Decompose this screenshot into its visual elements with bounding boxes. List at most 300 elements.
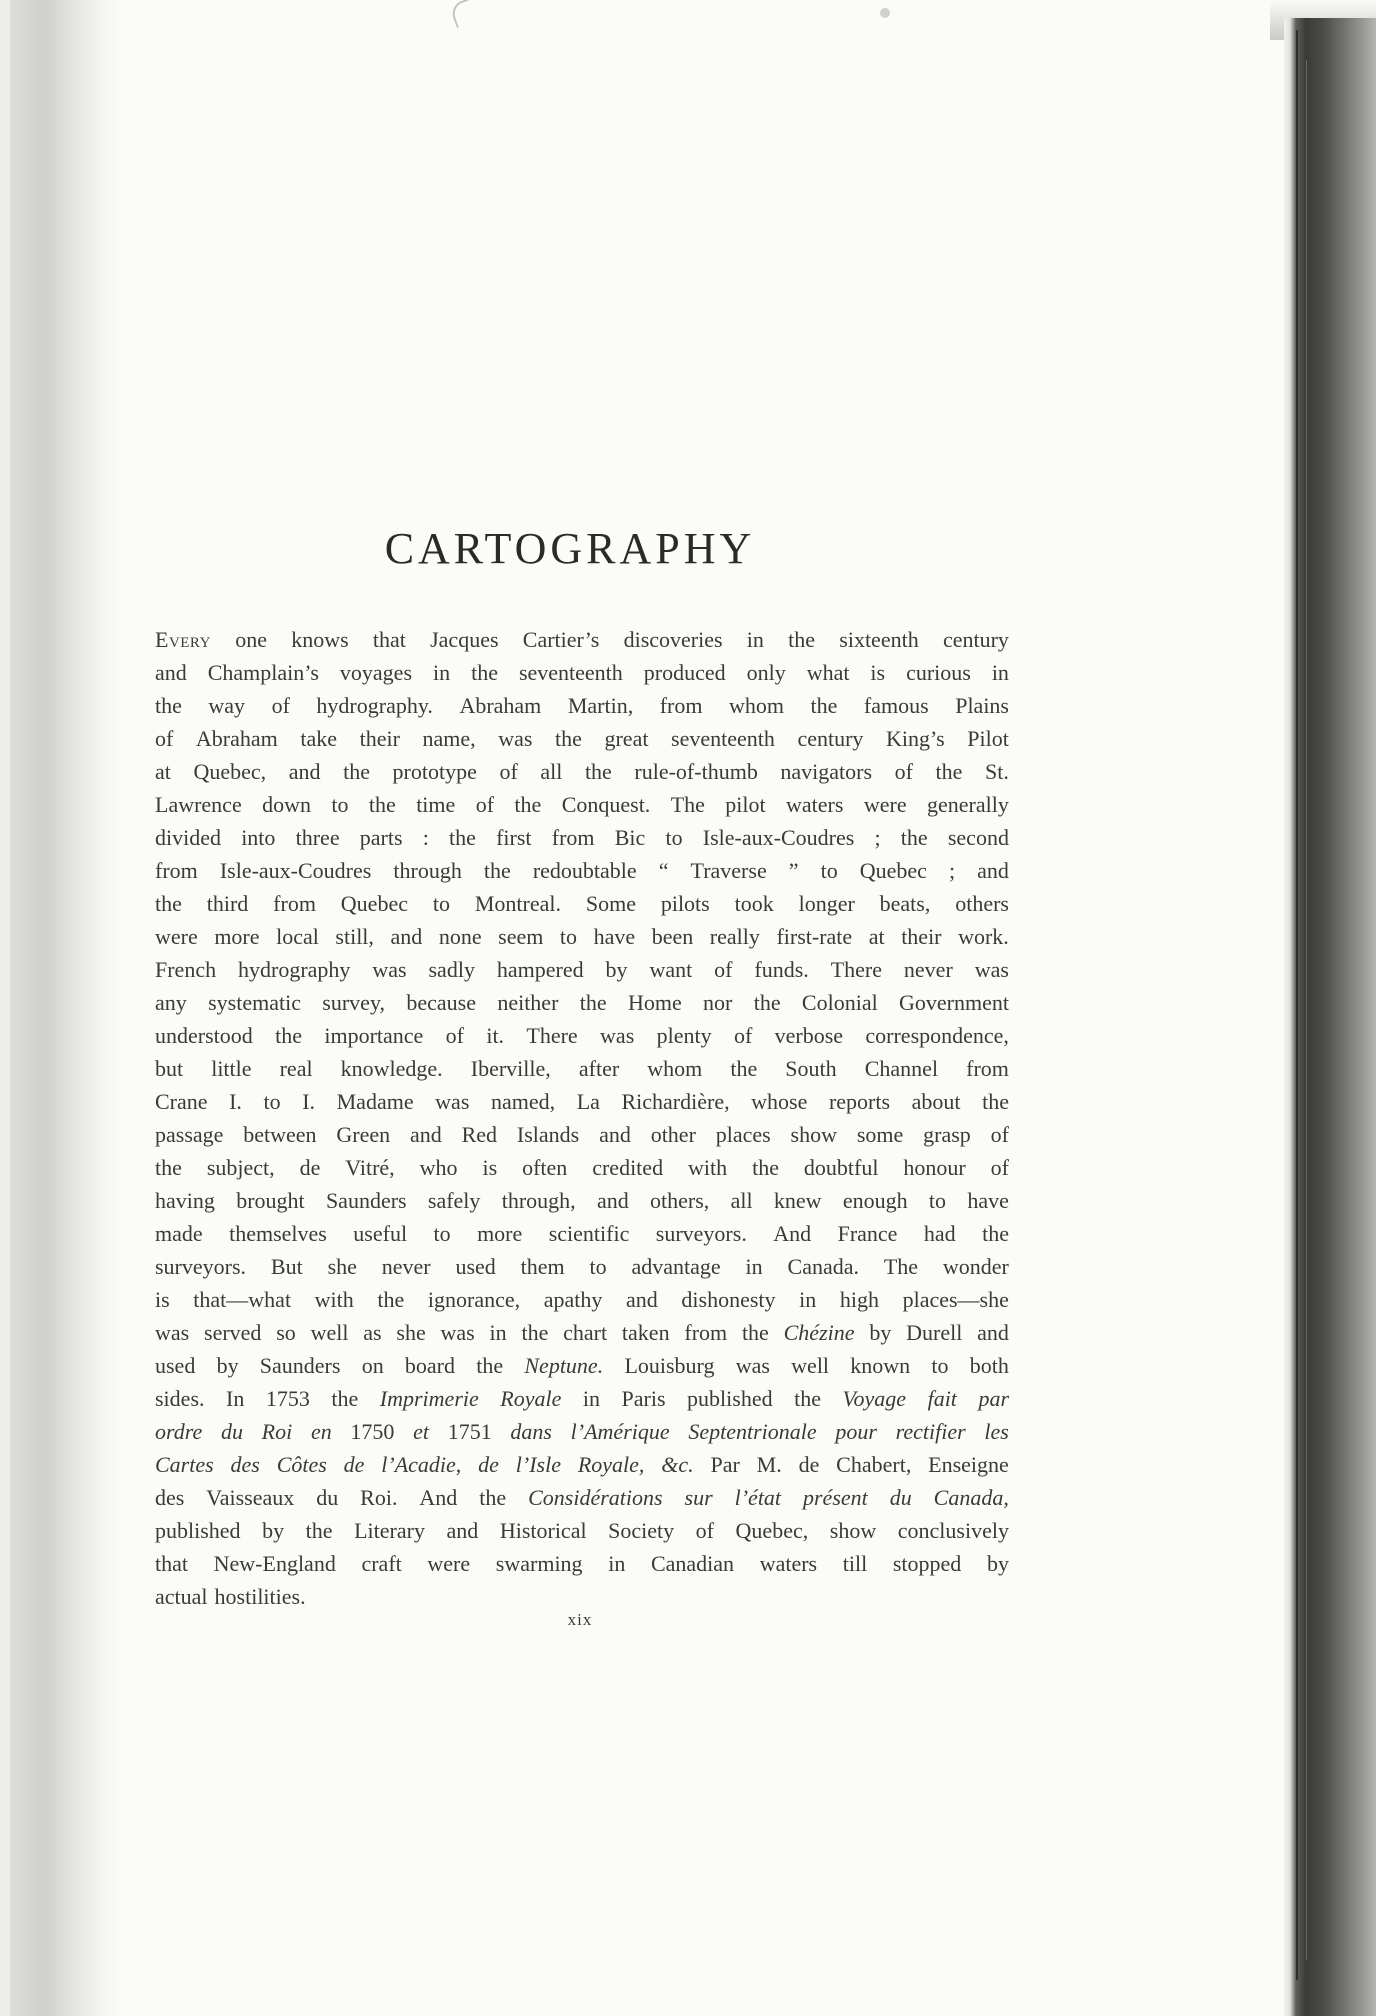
word: both <box>969 1353 1009 1378</box>
word: chart <box>563 1320 608 1345</box>
word: the <box>584 759 612 784</box>
word: Saunders <box>259 1353 341 1378</box>
word: who <box>419 1155 458 1180</box>
text-line <box>155 1316 1009 1349</box>
word: taken <box>621 1320 670 1345</box>
word: name, <box>422 726 476 751</box>
word: is <box>870 660 886 685</box>
text-line <box>155 1349 1009 1382</box>
word: &c. <box>661 1452 694 1477</box>
word: Quebec, <box>735 1518 809 1543</box>
word: from <box>684 1320 728 1345</box>
word: the <box>788 627 816 652</box>
word: from <box>551 825 595 850</box>
word: Islands <box>516 1122 580 1147</box>
word: in <box>745 1254 763 1279</box>
word: never <box>903 957 953 982</box>
word: La <box>576 1089 600 1114</box>
page-edge-line <box>1296 30 1298 1980</box>
word: used <box>455 1254 496 1279</box>
word: dishonesty <box>681 1287 776 1312</box>
text-line <box>155 953 1009 986</box>
text-line <box>155 788 1009 821</box>
word: South <box>785 1056 837 1081</box>
word: published <box>155 1518 241 1543</box>
word: known <box>850 1353 911 1378</box>
word: Every <box>155 627 211 652</box>
word: Quebec, <box>193 759 267 784</box>
word: Literary <box>354 1518 425 1543</box>
word: to <box>263 1089 281 1114</box>
word: l’Amérique <box>570 1419 670 1444</box>
word: till <box>842 1551 868 1576</box>
word: New-England <box>213 1551 336 1576</box>
word: others, <box>650 1188 710 1213</box>
word: reports <box>828 1089 891 1114</box>
word: Louisburg <box>624 1353 715 1378</box>
word: voyages <box>339 660 413 685</box>
word: with <box>688 1155 728 1180</box>
word: was <box>735 1353 770 1378</box>
word: and <box>288 759 321 784</box>
word: the <box>982 1089 1009 1114</box>
word: useful <box>353 1221 408 1246</box>
word: Vitré, <box>345 1155 395 1180</box>
word: Canada, <box>933 1485 1009 1510</box>
word: were <box>155 924 198 949</box>
text-line <box>155 722 1009 755</box>
word: pilots <box>660 891 710 916</box>
word: any <box>155 990 187 1015</box>
word: du <box>889 1485 912 1510</box>
text-line <box>155 1085 1009 1118</box>
word: into <box>241 825 276 850</box>
word: three <box>295 825 340 850</box>
word: from <box>659 693 703 718</box>
word: of <box>155 726 174 751</box>
word: de <box>478 1452 499 1477</box>
word: time <box>416 792 456 817</box>
word: used <box>155 1353 196 1378</box>
page-edge-line-inner <box>1306 60 1307 1960</box>
word: en <box>310 1419 332 1444</box>
word: never <box>381 1254 431 1279</box>
word: Par <box>710 1452 740 1477</box>
word: was <box>600 1023 635 1048</box>
facing-page-shadow <box>0 0 120 2016</box>
word: their <box>359 726 400 751</box>
word: Saunders <box>325 1188 407 1213</box>
word: neither <box>497 990 559 1015</box>
word: that <box>155 1551 188 1576</box>
word: some <box>856 1122 904 1147</box>
word: Champlain’s <box>207 660 319 685</box>
word: Canadian <box>650 1551 735 1576</box>
word: was <box>498 726 533 751</box>
word: as <box>363 1320 382 1345</box>
text-line <box>155 656 1009 689</box>
word: sadly <box>428 957 475 982</box>
word: of <box>499 759 518 784</box>
word: brought <box>236 1188 305 1213</box>
word: rectifier <box>895 1419 966 1444</box>
word: from <box>966 1056 1009 1081</box>
word: dans <box>510 1419 552 1444</box>
word: still, <box>335 924 374 949</box>
word: other <box>650 1122 696 1147</box>
word: Colonial <box>801 990 878 1015</box>
text-line <box>155 755 1009 788</box>
word: the <box>555 726 582 751</box>
word: and <box>977 858 1009 883</box>
word: down <box>262 792 311 817</box>
word: surveyors. <box>655 1221 747 1246</box>
word: the <box>741 1320 769 1345</box>
word: In <box>226 1386 245 1411</box>
word: to <box>820 858 838 883</box>
word: Côtes <box>276 1452 327 1477</box>
word: redoubtable <box>532 858 637 883</box>
text-line <box>155 1547 1009 1580</box>
word: were <box>427 1551 471 1576</box>
word: navigators <box>780 759 873 784</box>
word: show <box>829 1518 877 1543</box>
word: Conquest. <box>561 792 651 817</box>
word: the <box>579 990 607 1015</box>
word: présent <box>803 1485 868 1510</box>
word: show <box>790 1122 837 1147</box>
word: Red <box>461 1122 498 1147</box>
word: importance <box>324 1023 424 1048</box>
word: was <box>372 957 407 982</box>
word: hostilities. <box>214 1584 306 1609</box>
word: of <box>714 957 733 982</box>
word: Channel <box>864 1056 939 1081</box>
word: take <box>300 726 337 751</box>
word: the <box>752 1155 779 1180</box>
text-line <box>155 986 1009 1019</box>
word: Cartes <box>155 1452 214 1477</box>
word: second <box>947 825 1009 850</box>
word: from <box>273 891 316 916</box>
word: understood <box>155 1023 253 1048</box>
word: the <box>331 1386 359 1411</box>
word: between <box>243 1122 317 1147</box>
word: The <box>883 1254 919 1279</box>
word: pour <box>835 1419 877 1444</box>
word: Roi <box>261 1419 293 1444</box>
word: of <box>894 759 913 784</box>
word: seventeenth <box>518 660 623 685</box>
word: high <box>839 1287 879 1312</box>
word: Traverse <box>690 858 767 883</box>
word: beats, <box>879 891 931 916</box>
word: the <box>935 759 963 784</box>
word: to <box>331 792 349 817</box>
word: Royale, <box>577 1452 645 1477</box>
word: Pilot <box>967 726 1009 751</box>
word: so <box>276 1320 296 1345</box>
word: rule-of-thumb <box>634 759 758 784</box>
text-line <box>155 1151 1009 1184</box>
text-line <box>155 1448 1009 1481</box>
word: And <box>773 1221 812 1246</box>
word: and <box>390 924 423 949</box>
word: the <box>521 1320 549 1345</box>
word: There <box>830 957 882 982</box>
word: par <box>978 1386 1009 1411</box>
word: de <box>798 1452 820 1477</box>
word: funds. <box>754 957 809 982</box>
word: and <box>596 1188 629 1213</box>
word: of <box>695 1518 714 1543</box>
word: the <box>155 891 182 916</box>
word: Canada. <box>787 1254 859 1279</box>
word: and <box>410 1122 442 1147</box>
word: Richardière, <box>621 1089 730 1114</box>
word: themselves <box>229 1221 327 1246</box>
word: Imprimerie <box>379 1386 479 1411</box>
text-line <box>155 1514 1009 1547</box>
word: little <box>211 1056 252 1081</box>
word: to <box>931 1353 949 1378</box>
word: to <box>928 1188 947 1213</box>
word: work. <box>958 924 1009 949</box>
word: Enseigne <box>928 1452 1009 1477</box>
word: to <box>559 924 578 949</box>
word: Society <box>608 1518 675 1543</box>
word: the <box>368 792 396 817</box>
word: it. <box>486 1023 505 1048</box>
word: the <box>982 1221 1009 1246</box>
word: knows <box>291 627 349 652</box>
word: Chézine <box>783 1320 855 1345</box>
word: to <box>433 1221 451 1246</box>
facing-page-edge <box>0 0 10 2016</box>
word: in <box>582 1386 601 1411</box>
text-line <box>155 920 1009 953</box>
word: was <box>440 1320 475 1345</box>
word: Roi. <box>360 1485 398 1510</box>
word: the <box>900 825 928 850</box>
word: by <box>986 1551 1009 1576</box>
word: Voyage <box>842 1386 907 1411</box>
word: at <box>868 924 885 949</box>
word: more <box>214 924 260 949</box>
word: board <box>404 1353 456 1378</box>
word: Neptune. <box>524 1353 604 1378</box>
word: du <box>316 1485 339 1510</box>
word: des <box>155 1485 185 1510</box>
word: subject, <box>206 1155 275 1180</box>
word: by <box>216 1353 239 1378</box>
word: them <box>520 1254 565 1279</box>
word: well <box>310 1320 349 1345</box>
word: the <box>514 792 542 817</box>
word: but <box>155 1056 184 1081</box>
word: des <box>230 1452 260 1477</box>
text-line <box>155 854 1009 887</box>
word: to <box>432 891 450 916</box>
word: real <box>279 1056 313 1081</box>
word: craft <box>361 1551 402 1576</box>
word: the <box>476 1353 504 1378</box>
word: in <box>432 660 451 685</box>
text-line <box>155 1019 1009 1052</box>
word: local <box>276 924 319 949</box>
word: verbose <box>774 1023 844 1048</box>
word: knowledge. <box>340 1056 443 1081</box>
word: because <box>406 990 476 1015</box>
word: l’Isle <box>515 1452 561 1477</box>
word: the <box>155 1155 182 1180</box>
text-line <box>155 1580 1009 1613</box>
word: Royale <box>500 1386 562 1411</box>
word: way <box>208 693 246 718</box>
word: safely <box>427 1188 481 1213</box>
word: prototype <box>392 759 477 784</box>
word: the <box>794 1386 822 1411</box>
word: Crane <box>155 1089 208 1114</box>
word: doubtful <box>803 1155 879 1180</box>
word: conclusively <box>897 1518 1009 1543</box>
word: in <box>799 1287 817 1312</box>
word: grasp <box>923 1122 971 1147</box>
word: But <box>270 1254 303 1279</box>
word: 1751 <box>447 1419 492 1444</box>
word: et <box>413 1419 429 1444</box>
word: Chabert, <box>836 1452 912 1477</box>
word: the <box>730 1056 758 1081</box>
word: longer <box>798 891 855 916</box>
word: were <box>863 792 907 817</box>
word: the <box>449 825 476 850</box>
word: “ <box>658 858 669 883</box>
word: de <box>343 1452 365 1477</box>
text-line <box>155 1250 1009 1283</box>
text-line <box>155 1382 1009 1415</box>
word: curious <box>906 660 971 685</box>
word: was <box>974 957 1009 982</box>
word: honour <box>903 1155 966 1180</box>
word: Isle-aux-Coudres <box>219 858 372 883</box>
text-line <box>155 1118 1009 1151</box>
word: about <box>911 1089 961 1114</box>
word: to <box>665 825 683 850</box>
text-line <box>155 689 1009 722</box>
word: I. <box>229 1089 242 1114</box>
word: through, <box>501 1188 576 1213</box>
word: she <box>396 1320 426 1345</box>
word: systematic <box>208 990 301 1015</box>
word: Historical <box>499 1518 587 1543</box>
word: all <box>540 759 563 784</box>
word: sixteenth <box>839 627 919 652</box>
word: apathy <box>543 1287 603 1312</box>
word: the <box>305 1518 333 1543</box>
word: named, <box>490 1089 556 1114</box>
word: and <box>599 1122 631 1147</box>
word: by <box>262 1518 285 1543</box>
word: hydrography <box>238 957 351 982</box>
word: their <box>901 924 942 949</box>
word: the <box>479 1485 507 1510</box>
word: les <box>984 1419 1009 1444</box>
word: ignorance, <box>427 1287 521 1312</box>
word: l’Acadie, <box>381 1452 462 1477</box>
word: is <box>482 1155 498 1180</box>
word: have <box>967 1188 1009 1213</box>
word: the <box>155 693 182 718</box>
word: more <box>477 1221 523 1246</box>
word: ; <box>874 825 881 850</box>
word: ” <box>788 858 799 883</box>
word: famous <box>863 693 929 718</box>
word: published <box>687 1386 773 1411</box>
word: Bic <box>614 825 646 850</box>
word: by <box>869 1320 892 1345</box>
word: Some <box>585 891 636 916</box>
word: Lawrence <box>155 792 242 817</box>
word: first-rate <box>776 924 853 949</box>
word: the <box>377 1287 405 1312</box>
word: what <box>806 660 850 685</box>
word: of <box>733 1023 753 1048</box>
word: sides. <box>155 1386 205 1411</box>
word: seem <box>498 924 544 949</box>
word: waters <box>786 792 844 817</box>
word: in <box>746 627 764 652</box>
word: actual <box>155 1584 208 1609</box>
word: on <box>361 1353 384 1378</box>
word: and <box>155 660 187 685</box>
word: seventeenth <box>671 726 775 751</box>
word: discoveries <box>623 627 723 652</box>
word: du <box>220 1419 243 1444</box>
word: Madame <box>336 1089 414 1114</box>
word: took <box>734 891 774 916</box>
word: great <box>604 726 649 751</box>
word: was <box>155 1320 190 1345</box>
word: Quebec <box>340 891 408 916</box>
word: is <box>155 1287 170 1312</box>
word: fait <box>927 1386 957 1411</box>
word: generally <box>926 792 1009 817</box>
word: to <box>589 1254 607 1279</box>
word: Green <box>336 1122 391 1147</box>
word: had <box>923 1221 956 1246</box>
word: of <box>445 1023 464 1048</box>
word: having <box>155 1188 215 1213</box>
word: Cartier’s <box>522 627 600 652</box>
word: Considérations <box>528 1485 663 1510</box>
word: others <box>955 891 1009 916</box>
word: wonder <box>942 1254 1009 1279</box>
word: stopped <box>892 1551 962 1576</box>
word: : <box>422 825 429 850</box>
word: the <box>810 693 838 718</box>
word: waters <box>759 1551 818 1576</box>
word: ordre <box>155 1419 203 1444</box>
word: Home <box>627 990 682 1015</box>
word: Iberville, <box>470 1056 551 1081</box>
word: whom <box>729 693 784 718</box>
word: whose <box>751 1089 808 1114</box>
word: only <box>746 660 786 685</box>
word: surveyors. <box>155 1254 247 1279</box>
word: produced <box>643 660 726 685</box>
word: of <box>475 792 495 817</box>
